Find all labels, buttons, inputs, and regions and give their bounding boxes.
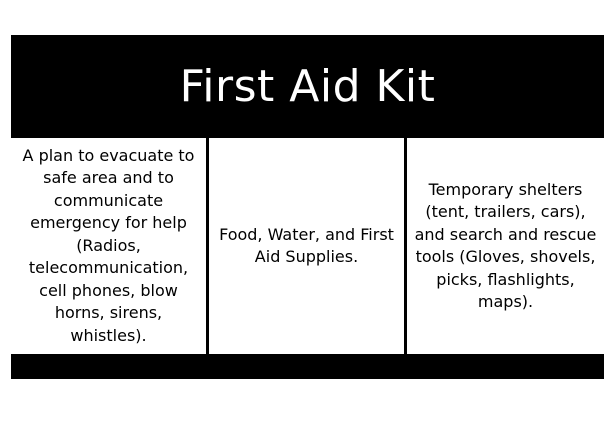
cell-text: Food, Water, and First Aid Supplies. xyxy=(219,224,394,266)
table-cell-evacuation-plan xyxy=(11,138,206,354)
table-cell-supplies xyxy=(209,138,404,354)
slide xyxy=(11,35,604,379)
cell-text: Temporary shelters (tent, trailers, cars), and search and rescue tools (Gloves, shovels, picks, flashlights, maps). xyxy=(414,179,597,311)
content-table xyxy=(11,138,604,354)
cell-text: A plan to evacuate to safe area and to communicate emergency for help (Radios, telecommunication, cell phones, blow horns, sirens, whistles). xyxy=(22,145,195,345)
table-cell-shelters-tools xyxy=(407,138,604,354)
slide-title: First Aid Kit xyxy=(179,61,436,112)
